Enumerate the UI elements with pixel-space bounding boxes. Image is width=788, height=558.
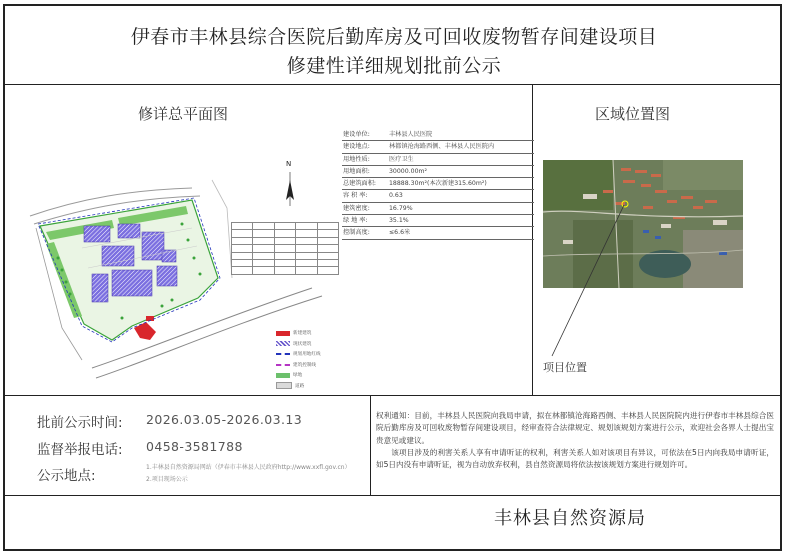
divider-map-bottom: [3, 395, 782, 396]
info-key: 用地面积:: [343, 167, 370, 175]
info-key: 用地性质:: [343, 155, 370, 163]
info-key: 建设地点:: [343, 143, 370, 151]
legend-item: [276, 370, 336, 381]
legend-label: 现状建筑: [293, 341, 312, 347]
info-key: 建设单位:: [343, 131, 370, 138]
north-arrow-icon: [286, 172, 294, 206]
info-key: 绿 地 率:: [343, 217, 368, 225]
divider-footer: [3, 495, 782, 496]
publicity-period-value: 2026.03.05-2026.03.13: [146, 412, 303, 427]
info-value: 30000.00m²: [389, 167, 428, 175]
location-satellite-image: [543, 160, 743, 288]
legend-label: 绿地: [293, 373, 303, 379]
legend-swatch: [276, 364, 290, 366]
legend-swatch: [276, 353, 290, 355]
publicity-period-label: 批前公示时间:: [37, 415, 123, 431]
info-value: 医疗卫生: [389, 155, 414, 163]
info-value: 丰林县人民医院: [389, 131, 433, 138]
legend-item: [276, 349, 336, 360]
info-value: ≤6.6米: [389, 229, 411, 237]
legend-item: [276, 328, 336, 339]
legend-swatch: [276, 373, 290, 378]
info-key: 容 积 率:: [343, 192, 368, 200]
project-location-callout: 项目位置: [543, 361, 587, 374]
legend-item: [276, 339, 336, 350]
north-label: N: [286, 160, 292, 168]
publicity-address-label: 公示地点:: [37, 468, 96, 484]
info-row: [342, 154, 534, 166]
divider-header: [3, 84, 782, 85]
info-row: [342, 141, 534, 153]
info-value: 16.79%: [389, 204, 413, 212]
info-key: 控制高度:: [343, 229, 370, 237]
publicity-address-line2: 2.项目现场公示: [146, 476, 188, 483]
page-title-line2: 修建性详细规划批前公示: [286, 55, 502, 77]
info-row: [342, 190, 534, 202]
legend-label: 新建建筑: [293, 331, 312, 337]
map-legend: [276, 328, 336, 391]
legend-label: 建筑控制线: [293, 362, 316, 368]
indicator-table: [231, 222, 339, 275]
legend-label: 道路: [295, 383, 305, 389]
info-row: [342, 203, 534, 215]
info-value: 林都镇沧海路西侧、丰林县人民医院内: [389, 143, 495, 151]
issuing-authority: 丰林县自然资源局: [494, 508, 646, 529]
divider-vertical-notice: [370, 395, 371, 495]
plan-section-title: 修详总平面图: [138, 105, 229, 123]
info-row: [342, 178, 534, 190]
report-phone-value: 0458-3581788: [146, 439, 243, 454]
info-row: [342, 129, 534, 141]
info-row: [342, 227, 534, 239]
satellite-drawing: [543, 160, 743, 288]
info-row: [342, 166, 534, 178]
info-key: 总建筑面积:: [343, 180, 377, 188]
publicity-address-line1: 1.丰林县自然资源局网站（伊春市丰林县人民政府http://www.xxfl.gov.cn）: [146, 464, 351, 471]
legend-label: 规划用地红线: [293, 352, 321, 358]
info-value: 0.63: [389, 192, 403, 200]
project-info: [342, 129, 534, 240]
legend-swatch: [276, 331, 290, 336]
legend-swatch: [276, 341, 290, 346]
report-phone-label: 监督举报电话:: [37, 442, 123, 458]
rights-notice-para1: 权利通知：目前，丰林县人民医院向我局申请，拟在林都镇沧海路西侧、丰林县人民医院院内进行伊春市丰林县综合医院后勤库房及可回收废物暂存间建设项目，经审查符合法律规定、规划该规划方案进行公示，欢迎社会各界人士提出宝贵意见或建议。: [376, 411, 774, 445]
legend-item: [276, 360, 336, 371]
info-key: 建筑密度:: [343, 204, 370, 212]
info-row: [342, 215, 534, 227]
location-section-title: 区域位置图: [595, 105, 671, 123]
info-value: 18888.30m²(本次新建315.60m²): [389, 180, 487, 188]
rights-notice: [376, 410, 774, 471]
rights-notice-para2: 该项目涉及的利害关系人享有申请听证的权利，利害关系人如对该项目有异议，可依法在5日内向我局申请听证，如5日内没有申请听证，视为自动放弃权利，县自然资源局将依法按该规划方案进行规划许可。: [376, 447, 774, 470]
info-value: 35.1%: [389, 217, 409, 225]
legend-item: [276, 381, 336, 392]
legend-swatch: [276, 382, 292, 389]
page-title-line1: 伊春市丰林县综合医院后勤库房及可回收废物暂存间建设项目: [130, 26, 658, 48]
